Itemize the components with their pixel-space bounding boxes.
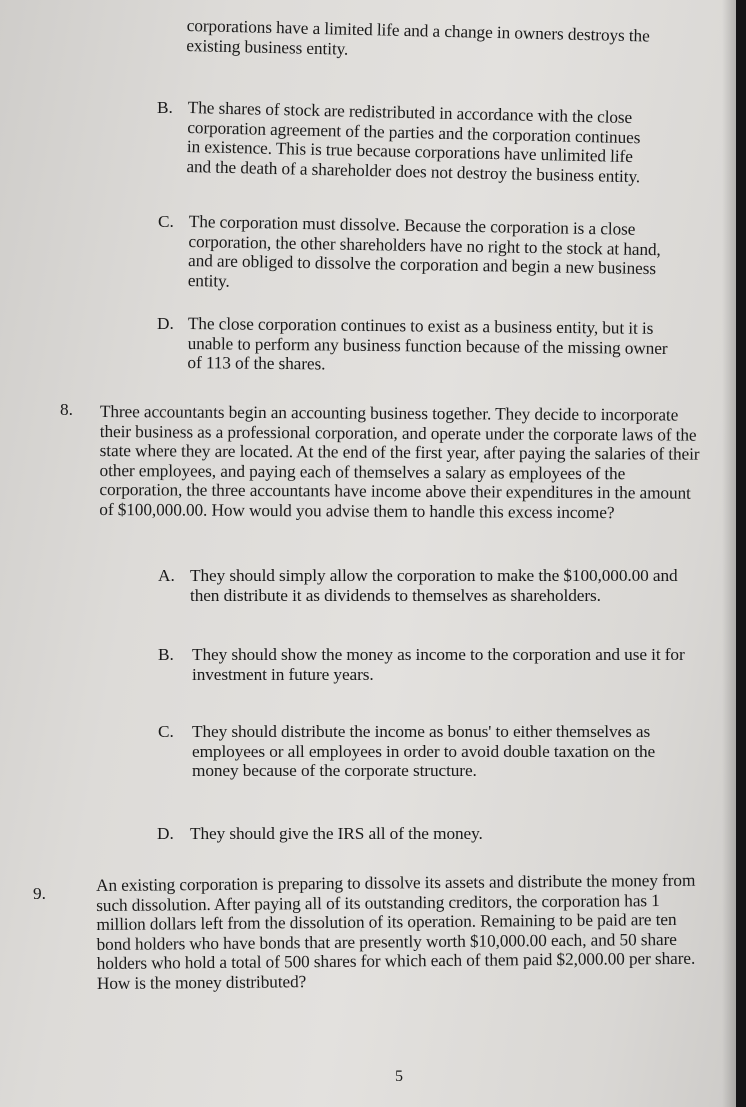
q7-option-b-letter: B. <box>157 98 173 117</box>
q9-number: 9. <box>33 884 46 903</box>
q8-question-text: Three accountants begin an accounting business together. They decide to incorporate their business as a professional corporation, and operate under the corporate laws of the state where they are located. At the end of the first year, after paying the salaries of their other employees, and paying each of themselves a salary as employees of the corporation, the three accountants have income above their expenditures in the amount of $100,000.00. How would you advise them to handle this excess income? <box>99 402 700 522</box>
q8-option-d-letter: D. <box>157 824 174 843</box>
q7-option-d-text: The close corporation continues to exist as a business entity, but it is unable to perform any business function because of the missing owner of 113 of the shares. <box>187 314 668 374</box>
q8-option-c-letter: C. <box>158 722 174 741</box>
q9-question-text: An existing corporation is preparing to dissolve its assets and distribute the money from such dissolution. After paying all of its outstanding creditors, the corporation has 1 million dollars left from the dissolution of its operation. Remaining to be paid are ten bond holders who have bonds that are presently worth $10,000.00 each, and 50 share holders who hold a total of 500 shares for which each of them paid $2,000.00 per share. How is the money distributed? <box>96 870 696 993</box>
q8-option-b-text: They should show the money as income to the corporation and use it for investment in future years. <box>192 645 685 684</box>
q8-option-d-text: They should give the IRS all of the money. <box>190 824 483 843</box>
q7-option-d-letter: D. <box>157 314 174 333</box>
q7-option-c-letter: C. <box>158 212 174 231</box>
background-edge <box>736 0 746 1107</box>
q7-option-c-text: The corporation must dissolve. Because the corporation is a close corporation, the other shareholders have no right to the stock at hand, and are obliged to dissolve the corporation and begin a new business entity. <box>187 212 661 291</box>
q8-option-a-letter: A. <box>158 566 175 585</box>
page-number: 5 <box>395 1068 403 1085</box>
q8-option-a-text: They should simply allow the corporation to make the $100,000.00 and then distribute it as dividends to themselves as shareholders. <box>190 566 678 605</box>
q7-option-b-text: The shares of stock are redistributed in accordance with the close corporation agreement of the parties and the corporation continues in existence. This is true because corporations have unlimited life and the death of a shareholder does not destroy the business entity. <box>186 98 641 186</box>
q8-option-b-letter: B. <box>158 645 174 664</box>
option-fragment-text: corporations have a limited life and a change in owners destroys the existing business entity. <box>186 16 650 59</box>
q8-number: 8. <box>60 400 73 419</box>
q8-option-c-text: They should distribute the income as bonus' to either themselves as employees or all employees in order to avoid double taxation on the money because of the corporate structure. <box>192 722 656 780</box>
